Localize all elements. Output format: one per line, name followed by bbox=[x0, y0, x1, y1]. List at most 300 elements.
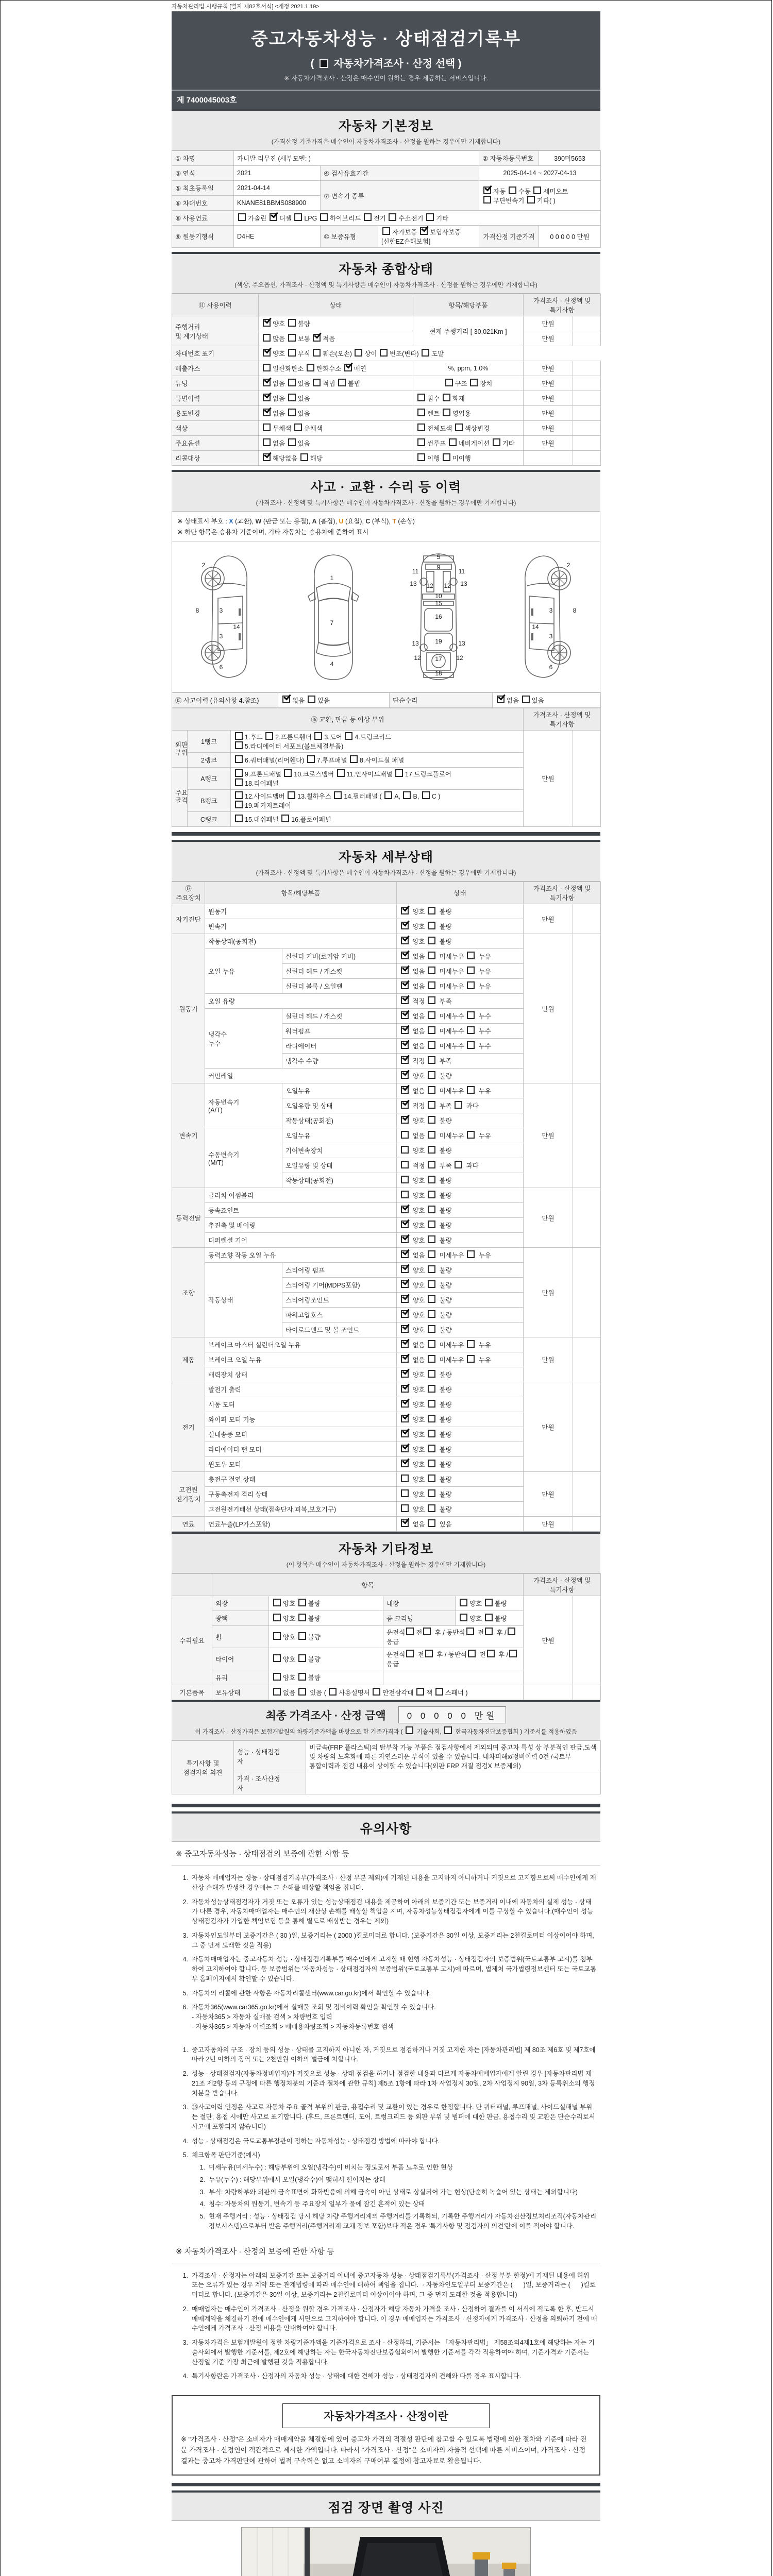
checkbox[interactable] bbox=[338, 379, 346, 386]
checkbox[interactable] bbox=[428, 1176, 435, 1183]
checkbox[interactable] bbox=[406, 1726, 413, 1734]
checkbox[interactable] bbox=[428, 1131, 435, 1139]
checkbox[interactable] bbox=[428, 967, 435, 974]
diagram-part-number: 6 bbox=[549, 664, 553, 671]
checkbox[interactable] bbox=[435, 1688, 443, 1696]
checkbox[interactable] bbox=[428, 1041, 435, 1049]
checkbox[interactable] bbox=[467, 981, 475, 989]
checkbox[interactable] bbox=[428, 1310, 435, 1318]
checkbox[interactable] bbox=[428, 1191, 435, 1198]
table-cell: 만원 bbox=[524, 1472, 573, 1517]
table-cell: 없음 있음 bbox=[493, 693, 601, 708]
checkbox[interactable] bbox=[298, 1599, 306, 1606]
checkbox-checked[interactable] bbox=[401, 1086, 409, 1094]
checkbox[interactable] bbox=[428, 1340, 435, 1348]
checkbox[interactable] bbox=[265, 732, 273, 740]
checkbox-checked[interactable] bbox=[401, 1026, 409, 1034]
checkbox[interactable] bbox=[273, 1673, 281, 1681]
checkbox[interactable] bbox=[428, 952, 435, 959]
checkbox-checked[interactable] bbox=[401, 1280, 409, 1288]
checkbox[interactable] bbox=[263, 364, 271, 371]
checkbox-checked[interactable] bbox=[401, 1325, 409, 1333]
checkbox[interactable] bbox=[485, 1599, 493, 1606]
table-cell: 양호 불량 bbox=[397, 1203, 524, 1218]
table-cell: 만원 bbox=[524, 1083, 573, 1188]
table-cell: 오일유량 및 상태 bbox=[282, 1098, 397, 1113]
checkbox[interactable] bbox=[401, 1146, 409, 1154]
checkbox[interactable] bbox=[423, 1628, 431, 1635]
checkbox[interactable] bbox=[288, 349, 296, 357]
checkbox[interactable] bbox=[470, 379, 478, 386]
checkbox[interactable] bbox=[460, 1614, 467, 1621]
checkbox[interactable] bbox=[467, 1250, 475, 1258]
checkbox[interactable] bbox=[428, 1475, 435, 1482]
checkbox[interactable] bbox=[288, 319, 296, 327]
checkbox-checked[interactable] bbox=[401, 981, 409, 989]
checkbox[interactable] bbox=[389, 213, 396, 221]
checkbox[interactable] bbox=[235, 778, 243, 786]
section-comprehensive bbox=[172, 252, 600, 294]
checkbox[interactable] bbox=[401, 1191, 409, 1198]
checkbox-checked[interactable] bbox=[401, 952, 409, 959]
checkbox[interactable] bbox=[493, 438, 500, 446]
checkbox[interactable] bbox=[428, 1415, 435, 1422]
checkbox[interactable] bbox=[467, 952, 475, 959]
checkbox-checked[interactable] bbox=[401, 1116, 409, 1124]
table-cell: 동력전달 bbox=[172, 1188, 205, 1248]
item-number: 4. bbox=[199, 2200, 205, 2208]
checkbox[interactable] bbox=[428, 1206, 435, 1213]
checkbox[interactable] bbox=[288, 409, 296, 416]
checkbox-checked[interactable] bbox=[401, 1385, 409, 1393]
checkbox-checked[interactable] bbox=[401, 1235, 409, 1243]
checkbox[interactable] bbox=[288, 379, 296, 386]
checkbox[interactable] bbox=[522, 696, 530, 703]
checkbox[interactable] bbox=[298, 1654, 306, 1662]
checkbox[interactable] bbox=[401, 1161, 409, 1168]
table-cell: 없음 미세누유 누유 bbox=[397, 1248, 524, 1263]
table-cell: 없음 미세누유 누유 bbox=[397, 949, 524, 964]
checkbox[interactable] bbox=[329, 1688, 337, 1696]
item-text: 매매업자는 매수인이 가격조사 · 산정을 원할 경우 가격조사 · 산정자가 해당 자동차 가격을 조사 · 산정하여 결과를 이 서식에 적도록 한 후, 반드시 매매계약을 체결하기 전에 매수인에게 서면으로 고지하여야 합니다. 이 경우 매매업자는 가격조사 · 산정자에게 가격조사 · 산정을 의뢰하기 전에 매수인에게 가격조사 · 산정 비용을 안내하여야 합니다. bbox=[192, 2305, 597, 2332]
checkbox[interactable] bbox=[428, 1460, 435, 1467]
checkbox[interactable] bbox=[422, 349, 429, 357]
table-cell: 와이퍼 모터 기능 bbox=[205, 1412, 397, 1427]
table-cell: 냉각수 수량 bbox=[282, 1054, 397, 1069]
checkbox[interactable] bbox=[406, 1650, 414, 1657]
table-cell: 1랭크 bbox=[188, 731, 231, 753]
checkbox-checked[interactable] bbox=[483, 187, 491, 194]
checkbox[interactable] bbox=[428, 1295, 435, 1303]
checkbox-checked[interactable] bbox=[344, 364, 352, 371]
checkbox[interactable] bbox=[337, 769, 345, 777]
final-price-value: 0 0 0 0 0 만원 bbox=[398, 1706, 507, 1723]
checkbox-checked[interactable] bbox=[401, 1041, 409, 1049]
table-cell: 만원 bbox=[524, 904, 573, 934]
checkbox[interactable] bbox=[428, 1071, 435, 1079]
checkbox-checked[interactable] bbox=[420, 227, 428, 235]
table-cell: 양호 불량 bbox=[397, 934, 524, 949]
table-cell: 침수 화재 bbox=[413, 391, 524, 406]
checkbox[interactable] bbox=[235, 815, 243, 822]
item-number: 5. bbox=[182, 2151, 188, 2159]
checkbox[interactable] bbox=[443, 453, 450, 461]
checkbox[interactable] bbox=[467, 1086, 475, 1094]
checkbox[interactable] bbox=[428, 1355, 435, 1363]
checkbox-checked[interactable] bbox=[401, 1445, 409, 1452]
table-cell: 양호 불량 bbox=[397, 1263, 524, 1278]
checkbox[interactable] bbox=[273, 1614, 281, 1621]
checkbox[interactable] bbox=[417, 394, 425, 401]
table-cell: 주요옵션 bbox=[172, 436, 259, 451]
diagram-part-number: 13 bbox=[460, 580, 467, 587]
checkbox[interactable] bbox=[380, 349, 388, 357]
checkbox[interactable] bbox=[485, 1628, 493, 1635]
checkbox[interactable] bbox=[509, 187, 516, 194]
checkbox-checked[interactable] bbox=[401, 922, 409, 929]
checkbox[interactable] bbox=[455, 423, 463, 431]
checkbox[interactable] bbox=[294, 213, 302, 221]
checkbox[interactable] bbox=[428, 1370, 435, 1378]
table-cell: 2랭크 bbox=[188, 753, 231, 768]
checkbox[interactable] bbox=[288, 394, 296, 401]
checkbox-checked[interactable] bbox=[270, 213, 277, 221]
checkbox[interactable] bbox=[428, 1146, 435, 1154]
diagram-part-number: 3 bbox=[549, 607, 553, 614]
checkbox[interactable] bbox=[467, 1131, 475, 1139]
checkbox[interactable] bbox=[428, 1161, 435, 1168]
checkbox[interactable] bbox=[288, 438, 296, 446]
checkbox-checked[interactable] bbox=[401, 1415, 409, 1422]
diagram-part-number: 9 bbox=[436, 564, 441, 571]
table-cell: 타이어 bbox=[212, 1648, 269, 1670]
checkbox-checked[interactable] bbox=[401, 1265, 409, 1273]
table-cell: 9.프론트패널 10.크로스멤버 11.인사이드패널 17.트렁크플로어 18.리어패널 bbox=[231, 768, 524, 790]
checkbox[interactable] bbox=[364, 213, 372, 221]
notice-subitem: 3. 부식: 차량하부와 외판의 금속표면이 화학반응에 의해 금속이 아닌 상태로 상실되어 가는 현상(단순히 녹슬어 있는 상태는 제외합니다) bbox=[192, 2188, 597, 2197]
checkbox[interactable] bbox=[384, 791, 392, 799]
checkbox[interactable] bbox=[445, 379, 453, 386]
table-cell: 양호 불량 bbox=[397, 1412, 524, 1427]
checkbox-checked[interactable] bbox=[401, 1250, 409, 1258]
checkbox[interactable] bbox=[281, 815, 289, 822]
table-cell: 전체도색 색상변경 bbox=[413, 421, 524, 436]
checkbox[interactable] bbox=[428, 907, 435, 914]
checkbox[interactable] bbox=[263, 438, 271, 446]
checkbox[interactable] bbox=[288, 334, 296, 342]
checkbox[interactable] bbox=[467, 1355, 475, 1363]
table-cell: 브레이크 오일 누유 bbox=[205, 1352, 397, 1367]
table-cell: 양호 불량 bbox=[397, 1188, 524, 1203]
checkbox[interactable] bbox=[455, 1101, 462, 1109]
checkbox[interactable] bbox=[235, 741, 243, 749]
checkbox[interactable] bbox=[298, 1673, 306, 1681]
checkbox[interactable] bbox=[428, 1221, 435, 1228]
checkbox-checked[interactable] bbox=[263, 379, 271, 386]
section-photos bbox=[172, 2490, 600, 2521]
table-cell bbox=[573, 1188, 601, 1248]
checkbox[interactable] bbox=[467, 1340, 475, 1348]
checkbox[interactable] bbox=[273, 1654, 281, 1662]
checkbox-checked[interactable] bbox=[263, 319, 271, 327]
checkbox[interactable] bbox=[467, 967, 475, 974]
checkbox-checked[interactable] bbox=[401, 1310, 409, 1318]
table-cell: 양호 불량 bbox=[397, 1427, 524, 1442]
checkbox[interactable] bbox=[428, 1235, 435, 1243]
accident-history-table bbox=[172, 692, 600, 708]
checkbox[interactable] bbox=[428, 1385, 435, 1393]
checkbox[interactable] bbox=[382, 227, 390, 235]
checkbox-checked[interactable] bbox=[401, 1519, 409, 1527]
diagram-part-number: 12 bbox=[444, 582, 451, 589]
checkbox[interactable] bbox=[422, 791, 430, 799]
checkbox[interactable] bbox=[455, 1161, 462, 1168]
checkbox[interactable] bbox=[428, 1430, 435, 1437]
checkbox-checked[interactable] bbox=[401, 1071, 409, 1079]
checkbox[interactable] bbox=[428, 1280, 435, 1288]
table-cell: ④ 검사유효기간 bbox=[321, 166, 479, 181]
checkbox[interactable] bbox=[428, 1325, 435, 1333]
checkbox[interactable] bbox=[307, 755, 315, 763]
checkbox[interactable] bbox=[320, 213, 328, 221]
table-cell: 수동변속기 (M/T) bbox=[205, 1128, 282, 1188]
checkbox-checked[interactable] bbox=[263, 453, 271, 461]
checkbox[interactable] bbox=[300, 453, 308, 461]
checkbox[interactable] bbox=[403, 791, 411, 799]
checkbox[interactable] bbox=[406, 1628, 414, 1635]
checkbox[interactable] bbox=[235, 791, 243, 799]
checkbox[interactable] bbox=[428, 922, 435, 929]
checkbox[interactable] bbox=[466, 1628, 474, 1635]
checkbox-checked[interactable] bbox=[497, 696, 505, 703]
checkbox[interactable] bbox=[273, 1688, 281, 1696]
checkbox[interactable] bbox=[313, 349, 321, 357]
checkbox[interactable] bbox=[401, 1176, 409, 1183]
checkbox[interactable] bbox=[298, 1688, 306, 1696]
checkbox[interactable] bbox=[468, 1650, 476, 1657]
checkbox-checked[interactable] bbox=[401, 1011, 409, 1019]
checkbox[interactable] bbox=[426, 213, 434, 221]
checkbox-checked[interactable] bbox=[401, 1430, 409, 1437]
checkbox-checked[interactable] bbox=[401, 907, 409, 914]
checkbox[interactable] bbox=[417, 409, 425, 416]
diagram-part-number: 10 bbox=[435, 592, 442, 600]
checkbox[interactable] bbox=[460, 1599, 467, 1606]
checkbox[interactable] bbox=[449, 438, 457, 446]
table-cell: 클러치 어셈블리 bbox=[205, 1188, 397, 1203]
checkbox[interactable] bbox=[443, 394, 450, 401]
table-cell: 라디에이터 팬 모터 bbox=[205, 1442, 397, 1457]
checkbox[interactable] bbox=[428, 1265, 435, 1273]
table-cell: 없음 미세누수 누수 bbox=[397, 1039, 524, 1054]
checkbox[interactable] bbox=[314, 732, 322, 740]
checkbox[interactable] bbox=[487, 1650, 495, 1657]
checkbox[interactable] bbox=[294, 423, 302, 431]
table-cell: 튜닝 bbox=[172, 376, 259, 391]
checkbox[interactable] bbox=[425, 1650, 433, 1657]
item-number: 3. bbox=[182, 2104, 188, 2111]
checkbox[interactable] bbox=[284, 769, 292, 777]
table-cell: 현재 주행거리 [ 30,021Km ] bbox=[413, 316, 524, 346]
checkbox[interactable] bbox=[509, 1650, 517, 1657]
table-cell bbox=[383, 1670, 524, 1685]
checkbox[interactable] bbox=[428, 1489, 435, 1497]
table-cell bbox=[573, 406, 601, 421]
checkbox[interactable] bbox=[355, 349, 362, 357]
checkbox[interactable] bbox=[235, 732, 243, 740]
checkbox-checked[interactable] bbox=[401, 967, 409, 974]
checkbox[interactable] bbox=[485, 1614, 493, 1621]
item-number: 1. bbox=[199, 2164, 205, 2171]
checkbox[interactable] bbox=[428, 1250, 435, 1258]
checkbox[interactable] bbox=[401, 1504, 409, 1512]
checkbox[interactable] bbox=[273, 1632, 281, 1640]
table-cell: 양호 불량 bbox=[269, 1626, 383, 1648]
checkbox[interactable] bbox=[235, 801, 243, 808]
checkbox[interactable] bbox=[428, 1504, 435, 1512]
checkbox[interactable] bbox=[428, 1056, 435, 1064]
checkbox[interactable] bbox=[428, 1116, 435, 1124]
table-cell: ⑨ 원동기형식 bbox=[172, 226, 234, 248]
checkbox-checked[interactable] bbox=[263, 409, 271, 416]
section-title: 자동차 기본정보 bbox=[339, 119, 433, 133]
table-cell: 자가보증 보험사보증 [신한EZ손해보험] bbox=[378, 226, 479, 248]
checkbox[interactable] bbox=[428, 1011, 435, 1019]
checkbox[interactable] bbox=[288, 791, 295, 799]
checkbox[interactable] bbox=[238, 213, 246, 221]
notice-item bbox=[175, 1897, 597, 1926]
checkbox[interactable] bbox=[428, 981, 435, 989]
table-cell: 실린더 커버(로커암 커버) bbox=[282, 949, 397, 964]
checkbox[interactable] bbox=[417, 423, 425, 431]
checkbox[interactable] bbox=[401, 1489, 409, 1497]
checkbox[interactable] bbox=[467, 1011, 475, 1019]
item-number: 3. bbox=[199, 2188, 205, 2196]
checkbox[interactable] bbox=[467, 1026, 475, 1034]
checkbox-checked[interactable] bbox=[401, 1400, 409, 1408]
checkbox[interactable] bbox=[428, 1519, 435, 1527]
checkbox[interactable] bbox=[444, 1726, 452, 1734]
checkbox-checked[interactable] bbox=[401, 937, 409, 944]
section-title: 사고 · 교환 · 수리 등 이력 bbox=[310, 480, 462, 495]
checkbox[interactable] bbox=[395, 769, 403, 777]
table-cell: 주행거리 및 계기상태 bbox=[172, 316, 259, 346]
checkbox[interactable] bbox=[308, 696, 315, 703]
checkbox-checked[interactable] bbox=[263, 349, 271, 357]
checkbox-checked[interactable] bbox=[401, 1206, 409, 1213]
checkbox[interactable] bbox=[307, 364, 314, 371]
checkbox-checked[interactable] bbox=[401, 1340, 409, 1348]
checkbox-checked[interactable] bbox=[313, 334, 321, 342]
checkbox[interactable] bbox=[401, 1475, 409, 1482]
checkbox-checked[interactable] bbox=[401, 1355, 409, 1363]
checkbox[interactable] bbox=[508, 1628, 515, 1635]
checkbox[interactable] bbox=[334, 791, 342, 799]
table-cell: 외장 bbox=[212, 1596, 269, 1611]
checkbox-checked[interactable] bbox=[401, 1460, 409, 1467]
table-cell: 타이로드엔드 및 볼 조인트 bbox=[282, 1323, 397, 1337]
checkbox-checked[interactable] bbox=[401, 996, 409, 1004]
table-cell: A랭크 bbox=[188, 768, 231, 790]
table-cell: 커먼레일 bbox=[205, 1069, 397, 1083]
table-cell: 전기 bbox=[172, 1382, 205, 1472]
checkbox[interactable] bbox=[428, 1445, 435, 1452]
checkbox-checked[interactable] bbox=[282, 696, 290, 703]
table-cell: ⑩ 보증유형 bbox=[321, 226, 378, 248]
checkbox-checked[interactable] bbox=[401, 1370, 409, 1378]
checkbox-checked[interactable] bbox=[263, 394, 271, 401]
checkbox[interactable] bbox=[416, 1688, 424, 1696]
checkbox[interactable] bbox=[401, 1131, 409, 1139]
checkbox[interactable] bbox=[273, 1599, 281, 1606]
column-header bbox=[172, 1574, 212, 1596]
checkbox[interactable] bbox=[235, 755, 243, 763]
column-header: 가격조사 · 산정액 및 특기사항 bbox=[524, 708, 601, 731]
table-cell: 만원 bbox=[524, 436, 573, 451]
table-cell bbox=[524, 1685, 573, 1700]
checkbox[interactable] bbox=[313, 379, 321, 386]
checkbox[interactable] bbox=[483, 196, 491, 204]
checkbox[interactable] bbox=[428, 996, 435, 1004]
checkbox[interactable] bbox=[350, 755, 358, 763]
table-cell: 만원 bbox=[524, 376, 573, 391]
inspector-remarks-table bbox=[172, 1740, 600, 1794]
section-note: (가격조사 · 산정액 및 특기사항은 매수인이 자동차가격조사 · 산정을 원하는 경우에만 기재합니다) bbox=[256, 499, 516, 506]
section-title: 자동차 종합상태 bbox=[339, 262, 433, 277]
table-cell: 양호 불량 bbox=[269, 1611, 383, 1626]
checkbox[interactable] bbox=[417, 438, 425, 446]
checkbox[interactable] bbox=[345, 732, 352, 740]
table-cell: 6.쿼터패널(리어휀다) 7.루프패널 8.사이드실 패널 bbox=[231, 753, 524, 768]
checkbox[interactable] bbox=[298, 1614, 306, 1621]
table-cell: 양호 불량 bbox=[397, 1397, 524, 1412]
checkbox[interactable] bbox=[443, 409, 450, 416]
table-cell: 없음 있음 bbox=[278, 693, 390, 708]
checkbox[interactable] bbox=[527, 196, 535, 204]
checkbox[interactable] bbox=[373, 1688, 380, 1696]
checkbox[interactable] bbox=[533, 187, 541, 194]
notice-subheading-2: ※ 자동차가격조사 · 산정의 보증에 관한 사항 등 bbox=[172, 2240, 600, 2263]
table-cell: 적정 부족 bbox=[397, 994, 524, 1009]
checkbox[interactable] bbox=[428, 1400, 435, 1408]
checkbox-checked[interactable] bbox=[401, 1221, 409, 1228]
notice-item bbox=[175, 2338, 597, 2367]
checkbox[interactable] bbox=[428, 1086, 435, 1094]
checkbox[interactable] bbox=[428, 937, 435, 944]
table-cell: 내장 bbox=[383, 1596, 456, 1611]
table-cell: 없음 미세누유 누유 bbox=[397, 964, 524, 979]
notice-subitem: 4. 침수: 자동차의 원동기, 변속기 등 주요장치 일부가 물에 잠긴 흔적이 있는 상태 bbox=[192, 2199, 597, 2209]
checkbox-checked[interactable] bbox=[401, 1295, 409, 1303]
checkbox[interactable] bbox=[263, 423, 271, 431]
checkbox[interactable] bbox=[298, 1632, 306, 1640]
notice-subheading-1: ※ 중고자동차성능 · 상태점검의 보증에 관한 사항 등 bbox=[172, 1842, 600, 1866]
car-diagram-bottom bbox=[400, 552, 477, 682]
table-cell: 만원 bbox=[524, 731, 573, 827]
checkbox[interactable] bbox=[467, 1041, 475, 1049]
filled-square-icon bbox=[320, 59, 328, 68]
table-cell: 없음 미세누유 누유 bbox=[397, 979, 524, 994]
checkbox[interactable] bbox=[428, 1026, 435, 1034]
checkbox-checked[interactable] bbox=[401, 1101, 409, 1109]
column-header: 상태 bbox=[397, 882, 524, 904]
checkbox[interactable] bbox=[428, 1101, 435, 1109]
checkbox[interactable] bbox=[235, 769, 243, 777]
checkbox[interactable] bbox=[263, 334, 271, 342]
checkbox-checked[interactable] bbox=[401, 1056, 409, 1064]
table-cell: ⑥ 차대번호 bbox=[172, 196, 234, 211]
checkbox[interactable] bbox=[417, 453, 425, 461]
